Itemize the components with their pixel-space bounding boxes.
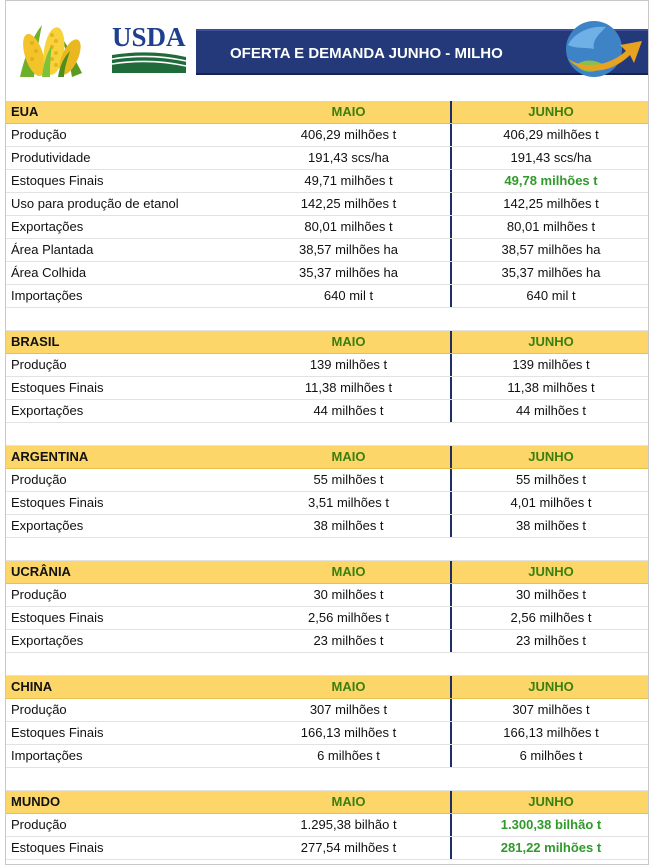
row-label: Exportações [11,403,84,418]
value-junho: 139 milhões t [450,354,649,376]
column-header-maio: MAIO [331,679,366,694]
table-row [6,285,648,308]
column-header-maio: MAIO [331,104,366,119]
value-maio: 55 milhões t [313,472,384,487]
supply-demand-table [6,101,648,860]
table-row [6,837,648,860]
column-header-maio: MAIO [331,449,366,464]
value-junho: 38 milhões t [450,515,649,537]
row-label: Exportações [11,219,84,234]
table-row [6,147,648,170]
corn-icon [12,21,88,79]
globe-arrow-icon [554,15,644,79]
column-header-junho: JUNHO [450,101,649,123]
table-row [6,607,648,630]
value-maio: 49,71 milhões t [304,173,393,188]
value-junho: 35,37 milhões ha [450,262,649,284]
value-maio: 406,29 milhões t [300,127,397,142]
value-junho: 166,13 milhões t [450,722,649,744]
table-row [6,814,648,837]
row-label: Uso para produção de etanol [11,196,179,211]
table-row [6,630,648,653]
value-maio: 191,43 scs/ha [308,150,389,165]
value-junho: 191,43 scs/ha [450,147,649,169]
value-junho: 6 milhões t [450,745,649,767]
value-junho: 406,29 milhões t [450,124,649,146]
table-row [6,124,648,147]
value-junho: 281,22 milhões t [450,837,649,859]
row-label: Produção [11,357,67,372]
value-maio: 307 milhões t [309,702,388,717]
section-name: BRASIL [11,334,60,349]
section-header [6,791,648,814]
table-row [6,699,648,722]
row-label: Área Colhida [11,265,87,280]
row-label: Produtividade [11,150,91,165]
column-header-maio: MAIO [331,564,366,579]
table-row [6,170,648,193]
value-junho: 142,25 milhões t [450,193,649,215]
section-name: CHINA [11,679,53,694]
value-junho: 49,78 milhões t [450,170,649,192]
value-maio: 38 milhões t [313,518,384,533]
value-maio: 35,37 milhões ha [298,265,398,280]
value-maio: 277,54 milhões t [300,840,397,855]
report-frame [5,0,649,865]
table-row [6,193,648,216]
report-header [6,1,648,81]
section-spacer [6,653,648,676]
row-label: Produção [11,587,67,602]
usda-logo [110,21,188,75]
value-maio: 38,57 milhões ha [298,242,398,257]
value-maio: 166,13 milhões t [300,725,397,740]
row-label: Estoques Finais [11,495,104,510]
row-label: Produção [11,702,67,717]
column-header-maio: MAIO [331,334,366,349]
row-label: Produção [11,817,67,832]
table-row [6,400,648,423]
section-spacer [6,538,648,561]
column-header-junho: JUNHO [450,561,649,583]
value-junho: 1.300,38 bilhão t [450,814,649,836]
value-junho: 80,01 milhões t [450,216,649,238]
column-header-junho: JUNHO [450,331,649,353]
value-maio: 6 milhões t [317,748,380,763]
section-name: ARGENTINA [11,449,89,464]
row-label: Estoques Finais [11,725,104,740]
row-label: Importações [11,288,83,303]
value-maio: 30 milhões t [313,587,384,602]
usda-logo-text: USDA [112,22,186,52]
row-label: Estoques Finais [11,840,104,855]
section-spacer [6,768,648,791]
table-row [6,584,648,607]
column-header-junho: JUNHO [450,791,649,813]
table-row [6,722,648,745]
table-row [6,745,648,768]
table-row [6,492,648,515]
value-maio: 23 milhões t [313,633,384,648]
table-row [6,377,648,400]
value-junho: 640 mil t [450,285,649,307]
table-row [6,239,648,262]
section-header [6,676,648,699]
value-maio: 44 milhões t [313,403,384,418]
value-junho: 38,57 milhões ha [450,239,649,261]
section-header [6,561,648,584]
section-header [6,331,648,354]
section-header [6,446,648,469]
value-junho: 11,38 milhões t [450,377,649,399]
row-label: Produção [11,127,67,142]
value-junho: 44 milhões t [450,400,649,422]
table-row [6,515,648,538]
row-label: Estoques Finais [11,610,104,625]
row-label: Estoques Finais [11,380,104,395]
value-maio: 142,25 milhões t [300,196,397,211]
table-row [6,469,648,492]
value-junho: 2,56 milhões t [450,607,649,629]
table-row [6,216,648,239]
value-maio: 640 mil t [323,288,374,303]
value-junho: 23 milhões t [450,630,649,652]
value-maio: 3,51 milhões t [308,495,389,510]
column-header-junho: JUNHO [450,676,649,698]
table-row [6,262,648,285]
page-title: OFERTA E DEMANDA JUNHO - MILHO [196,29,648,75]
row-label: Produção [11,472,67,487]
row-label: Área Plantada [11,242,94,257]
row-label: Estoques Finais [11,173,104,188]
value-junho: 4,01 milhões t [450,492,649,514]
section-spacer [6,308,648,331]
section-header [6,101,648,124]
section-spacer [6,423,648,446]
value-maio: 11,38 milhões t [304,380,393,395]
value-junho: 55 milhões t [450,469,649,491]
section-name: EUA [11,104,39,119]
value-maio: 139 milhões t [309,357,388,372]
row-label: Exportações [11,633,84,648]
row-label: Importações [11,748,83,763]
table-row [6,354,648,377]
column-header-junho: JUNHO [450,446,649,468]
section-name: MUNDO [11,794,61,809]
section-name: UCRÂNIA [11,564,71,579]
value-maio: 2,56 milhões t [308,610,389,625]
value-junho: 30 milhões t [450,584,649,606]
column-header-maio: MAIO [331,794,366,809]
value-maio: 80,01 milhões t [304,219,393,234]
value-maio: 1.295,38 bilhão t [300,817,397,832]
value-junho: 307 milhões t [450,699,649,721]
row-label: Exportações [11,518,84,533]
